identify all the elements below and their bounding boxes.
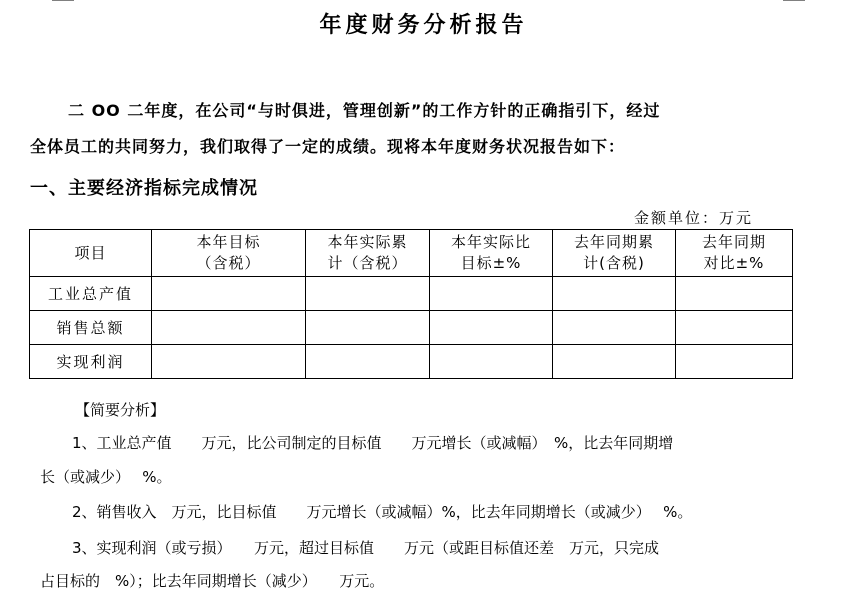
document-title: 年度财务分析报告 <box>319 12 528 38</box>
table-cell <box>553 345 676 379</box>
header-target: 本年目标 （含税） <box>152 230 306 277</box>
analysis-item-3-line2: 占目标的 %）；比去年同期增长（减少） 万元。 <box>40 572 385 590</box>
table-cell <box>430 345 553 379</box>
page-corner-mark-left <box>52 0 74 1</box>
table-cell <box>676 345 793 379</box>
header-last-year: 去年同期累 计(含税) <box>553 230 676 277</box>
table-header-row <box>30 230 793 277</box>
row-label: 实现利润 <box>30 345 152 379</box>
table-row <box>30 277 793 311</box>
analysis-item-1-line2: 长（或减少） %。 <box>40 468 172 486</box>
table-cell <box>306 345 430 379</box>
table-cell <box>430 311 553 345</box>
intro-paragraph-line2: 全体员工的共同努力，我们取得了一定的成绩。现将本年度财务状况报告如下： <box>30 137 626 156</box>
page-corner-mark-right <box>783 0 805 1</box>
table-row <box>30 311 793 345</box>
table-cell <box>152 311 306 345</box>
table-cell <box>553 277 676 311</box>
header-year-over-year: 去年同期 对比±% <box>676 230 793 277</box>
table-cell <box>430 277 553 311</box>
indicator-table <box>29 229 793 379</box>
table-cell <box>306 311 430 345</box>
table-row <box>30 345 793 379</box>
analysis-item-3-line1: 3、实现利润（或亏损） 万元，超过目标值 万元（或距目标值还差 万元，只完成 <box>72 539 660 557</box>
table-cell <box>676 311 793 345</box>
analysis-item-2: 2、销售收入 万元，比目标值 万元增长（或减幅）%，比去年同期增长（或减少） %。 <box>72 503 693 521</box>
section-heading: 一、主要经济指标完成情况 <box>30 178 258 199</box>
intro-paragraph-line1: 二 OO 二年度，在公司“与时俱进，管理创新”的工作方针的正确指引下，经过 <box>68 101 661 120</box>
header-item: 项目 <box>30 230 152 277</box>
row-label: 工业总产值 <box>30 277 152 311</box>
row-label: 销售总额 <box>30 311 152 345</box>
unit-note: 金额单位：万元 <box>634 209 754 227</box>
table-cell <box>152 277 306 311</box>
analysis-item-1-line1: 1、工业总产值 万元，比公司制定的目标值 万元增长（或减幅） %，比去年同期增 <box>72 434 674 452</box>
table-cell <box>152 345 306 379</box>
header-actual-vs-target: 本年实际比 目标±% <box>430 230 553 277</box>
header-actual: 本年实际累 计（含税） <box>306 230 430 277</box>
table-cell <box>553 311 676 345</box>
analysis-title: 【简要分析】 <box>75 401 166 419</box>
table-cell <box>676 277 793 311</box>
table-cell <box>306 277 430 311</box>
